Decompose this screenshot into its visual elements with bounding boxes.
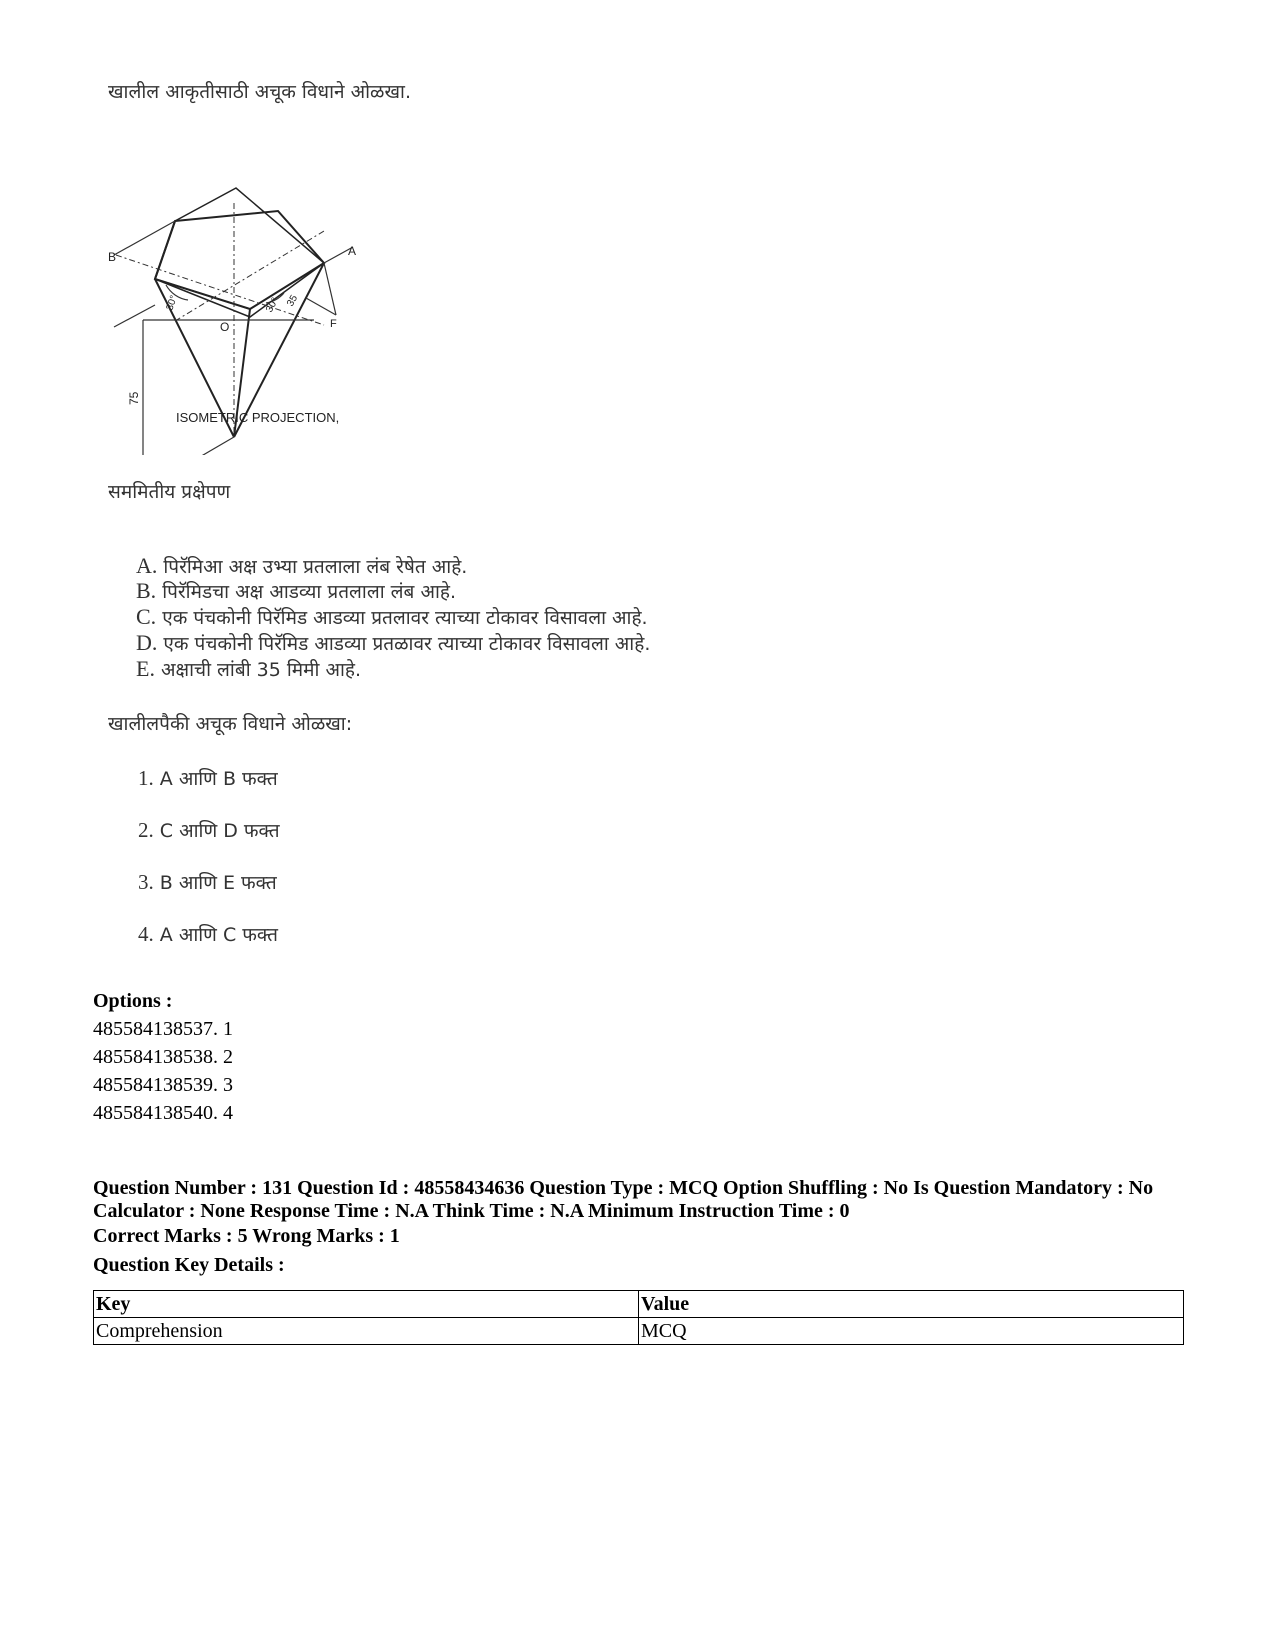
- statement-b: B. पिरॅमिडचा अक्ष आडव्या प्रतलाला लंब आहे.: [136, 578, 456, 603]
- choice-1: 1. A आणि B फक्त: [138, 766, 278, 790]
- label-angle-2: 30°: [264, 295, 282, 315]
- figure-caption: ISOMETRIC PROJECTION,: [176, 410, 340, 425]
- option-item-4: 485584138540. 4: [93, 1102, 233, 1124]
- statement-c: C. एक पंचकोनी पिरॅमिड आडव्या प्रतलावर त्याच्या टोकावर विसावला आहे.: [136, 604, 648, 629]
- choose-prompt: खालीलपैकी अचूक विधाने ओळखा:: [108, 713, 353, 735]
- marks-line: Correct Marks : 5 Wrong Marks : 1: [93, 1225, 400, 1247]
- table-header-key: Key: [94, 1291, 639, 1318]
- table-cell-key: Comprehension: [94, 1318, 639, 1345]
- figure-title: सममितीय प्रक्षेपण: [108, 481, 231, 503]
- label-a: A: [348, 244, 357, 258]
- option-item-2: 485584138538. 2: [93, 1046, 233, 1068]
- choice-2: 2. C आणि D फक्त: [138, 818, 280, 842]
- label-f: F: [330, 318, 337, 330]
- choice-3: 3. B आणि E फक्त: [138, 870, 277, 894]
- option-item-3: 485584138539. 3: [93, 1074, 233, 1096]
- option-item-1: 485584138537. 1: [93, 1018, 233, 1040]
- key-details-table: [93, 1290, 1184, 1345]
- statement-a: A. पिरॅमिआ अक्ष उभ्या प्रतलाला लंब रेषेत आहे.: [136, 553, 468, 578]
- question-prompt: खालील आकृतीसाठी अचूक विधाने ओळखा.: [108, 81, 411, 103]
- table-header-value: Value: [639, 1291, 1184, 1318]
- label-b: B: [108, 250, 117, 264]
- choice-4: 4. A आणि C फक्त: [138, 922, 278, 946]
- statement-d: D. एक पंचकोनी पिरॅमिड आडव्या प्रतळावर त्याच्या टोकावर विसावला आहे.: [136, 630, 651, 655]
- label-dim-75: 75: [127, 391, 141, 405]
- isometric-pyramid-figure: [96, 115, 396, 455]
- label-dim-35: 35: [285, 293, 301, 309]
- label-angle-1: 30°: [164, 294, 180, 313]
- table-row: [94, 1318, 1184, 1345]
- table-header-row: [94, 1291, 1184, 1318]
- question-image: [96, 60, 746, 985]
- question-meta: Question Number : 131 Question Id : 48558434636 Question Type : MCQ Option Shuffling : No Is Question Mandatory : No Calculator : None Response Time : N.A Think Time : N.A Minimum Instruction Time : 0: [93, 1177, 1154, 1222]
- statement-e: E. अक्षाची लांबी 35 मिमी आहे.: [136, 656, 362, 681]
- options-heading: Options :: [93, 990, 173, 1012]
- table-cell-value: MCQ: [639, 1318, 1184, 1345]
- label-o: O: [220, 320, 230, 334]
- key-details-heading: Question Key Details :: [93, 1254, 285, 1276]
- pentagon-outline: [155, 211, 324, 309]
